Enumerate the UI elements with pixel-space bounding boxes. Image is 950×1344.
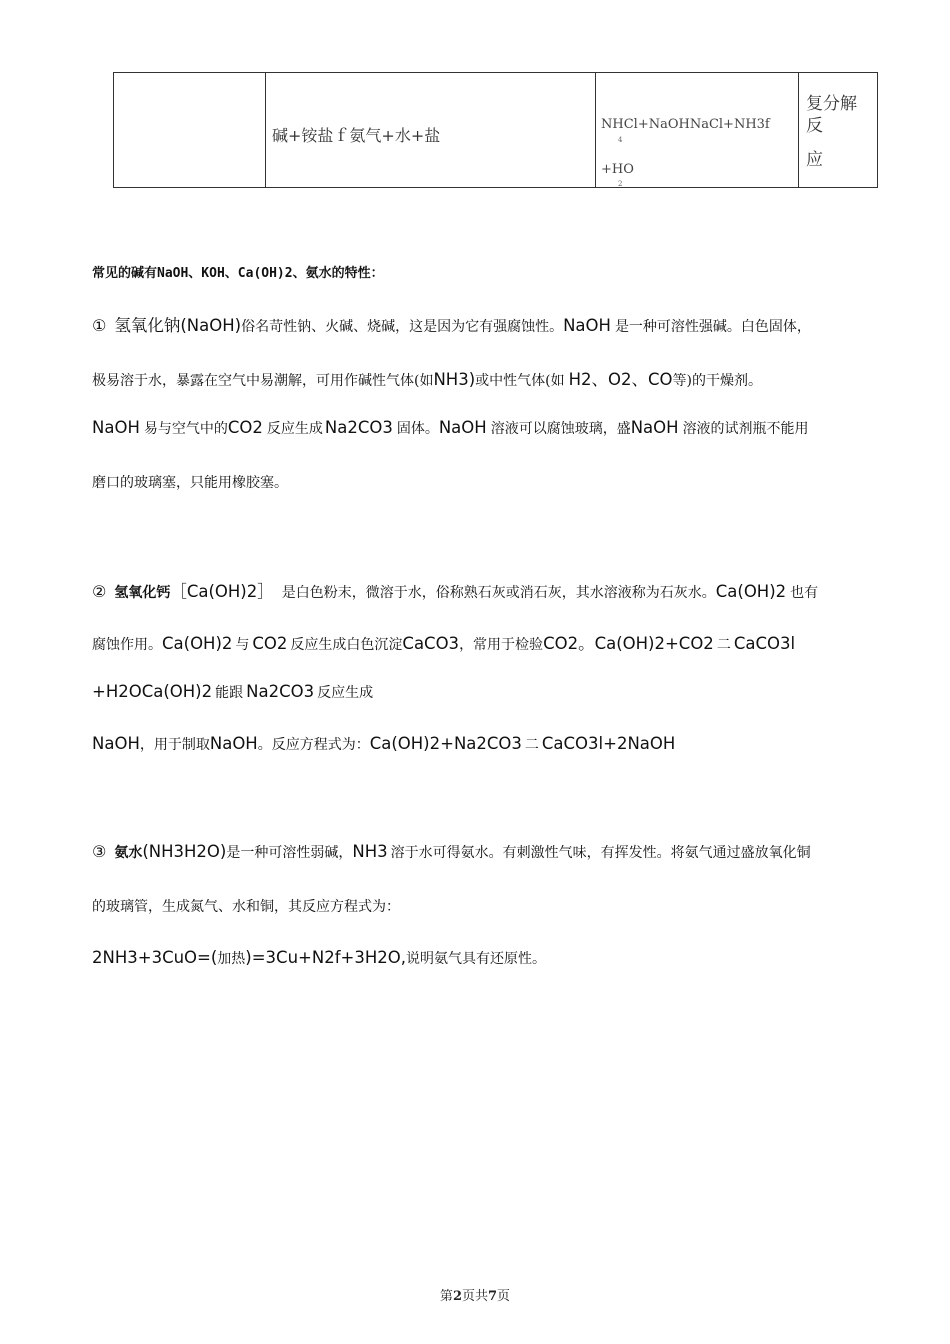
footer-text: 第 [439,1289,453,1304]
footer-text: 页 [497,1289,511,1304]
text-run: 加热 [217,951,246,967]
text-run: NaOH [92,734,140,753]
reaction-type-line: 应 [806,150,823,170]
table-divider [265,73,266,187]
text-run: Ca(OH)2 [715,582,787,601]
section-heading: 常见的碱有NaOH、KOH、Ca(OH)2、氨水的特性： [92,266,384,281]
text-run: )=3Cu+N2f+3H2O, [245,948,406,967]
text-run: 2NH3+3CuO=( [92,948,218,967]
text-run: 固体。 [396,421,439,437]
text-run: 也有 [790,585,819,601]
equation-subscript: 4 [618,136,623,144]
item-number: ① [92,316,107,335]
text-run: NH3 [352,842,388,861]
text-run: 反应生成 [266,421,323,437]
text-run: 溶液可以腐蚀玻璃，盛 [490,421,631,437]
section2-line4 [92,734,675,754]
text-run: 反应生成白色沉淀 [290,637,403,653]
table-divider [798,73,799,187]
item-number: ③ [92,842,107,861]
section3-title: 氨水 [114,845,143,861]
reaction-type-line: 复分解 [806,94,857,114]
text-run: 能跟 [215,685,244,701]
section1-line1 [92,312,811,336]
text-run: CaCO3 [402,634,460,653]
equation-line-1: NHCl+NaOHNaCl+NH3f [601,117,770,132]
section3-formula: (NH3H2O) [142,842,227,861]
text-run: 或中性气体(如 [475,373,565,389]
section2-line2 [92,630,795,654]
text-run: 溶于水可得氨水。有刺激性气味，有挥发性。将氨气通过盛放氧化铜 [390,845,811,861]
text-run: 。反应方程式为： [257,737,370,753]
reaction-table [113,72,878,188]
text-run: CO2。Ca(OH)2+CO2 [543,634,714,653]
total-pages: 7 [488,1289,498,1304]
text-run: 反应生成 [317,685,374,701]
text-run: 是一种可溶性强碱。白色固体， [614,319,811,335]
section3-line1 [92,842,811,862]
section3-line2: 的玻璃管，生成氮气、水和铜，其反应方程式为： [92,899,400,915]
text-run: ，常用于检验 [459,637,544,653]
text-run: NH3) [433,370,476,389]
text-run: CO2 [227,418,263,437]
section2-line3 [92,682,373,702]
text-run: 易与空气中的 [143,421,228,437]
text-run: 腐蚀作用。 [92,637,162,653]
text-run: H2、O2、CO [568,370,673,389]
text-run: NaOH [209,734,258,753]
section1-line2 [92,366,762,390]
section1-line4: 磨口的玻璃塞，只能用橡胶塞。 [92,475,288,491]
section1-title: 氢氧化钠(NaOH) [114,316,242,335]
text-run: CaCO3l+2NaOH [541,734,676,753]
text-run: NaOH [438,418,487,437]
equation-line-2: +HO [601,162,634,177]
text-run: 二 [716,637,731,653]
page-footer [0,1285,950,1304]
section1-line3 [92,418,809,438]
text-run: NaOH [563,316,611,335]
footer-text: 页共 [461,1289,488,1304]
text-run: 极易溶于水，暴露在空气中易潮解，可用作碱性气体(如 [92,373,434,389]
section2-title: 氢氧化钙 [114,585,171,601]
text-run: NaOH [92,418,140,437]
text-run: 等)的干燥剂。 [672,373,762,389]
text-run: NaOH [630,418,679,437]
text-run: Na2CO3 [246,682,315,701]
text-run: 二 [524,737,539,753]
item-number: ② [92,582,107,601]
text-run: 俗名苛性钠、火碱、烧碱，这是因为它有强腐蚀性。 [241,319,564,335]
text-run: 是白色粉末，微溶于水，俗称熟石灰或消石灰，其水溶液称为石灰水。 [281,585,716,601]
text-run: Na2CO3 [324,418,393,437]
text-run: CaCO3l [733,634,796,653]
text-run: 溶液的试剂瓶不能用 [682,421,809,437]
text-run: 与 [235,637,250,653]
page-number: 2 [452,1289,462,1304]
reaction-cell: 碱+铵盐ｆ氨气+水+盐 [272,126,441,145]
text-run: 说明氨气具有还原性。 [405,951,546,967]
text-run: 是一种可溶性弱碱， [226,845,353,861]
text-run: +H2OCa(OH)2 [92,682,213,701]
reaction-type-line: 反 [806,116,823,136]
section2-formula: ［Ca(OH)2］ [170,582,274,601]
text-run: Ca(OH)2 [162,634,233,653]
section2-line1 [92,578,818,602]
reaction-type-cell [806,93,857,171]
section3-line3 [92,948,546,968]
text-run: ，用于制取 [139,737,210,753]
text-run: Ca(OH)2+Na2CO3 [369,734,522,753]
table-divider [595,73,596,187]
equation-subscript: 2 [618,180,623,188]
text-run: CO2 [252,634,288,653]
